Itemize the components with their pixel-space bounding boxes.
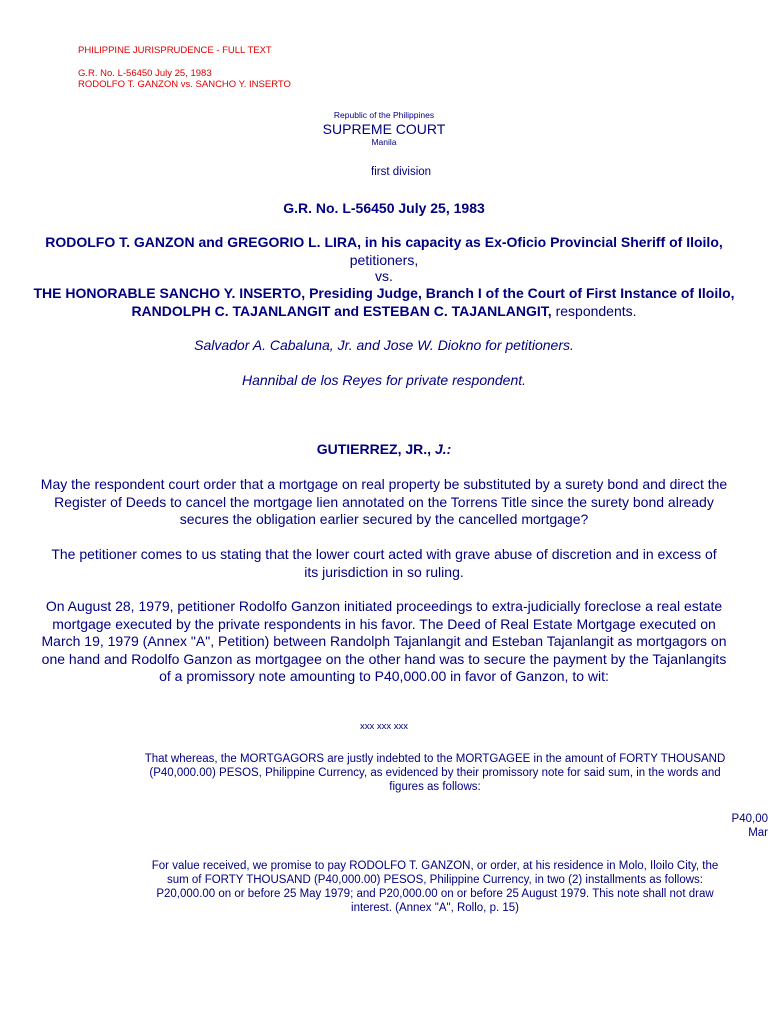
author-title: J.:	[431, 441, 452, 457]
quote-mortgage: That whereas, the MORTGAGORS are justly indebted to the MORTGAGEE in the amount of FORTY THOUSAND (P40,000.00) PESOS, Philippine Currency, as evidenced by their promissory note for said sum, in the words and figures as follows:	[144, 753, 726, 793]
court-name: SUPREME COURT	[322, 121, 446, 137]
respondents-names: THE HONORABLE SANCHO Y. INSERTO, Presiding Judge, Branch I of the Court of First Instance of Iloilo, RANDOLPH C. TAJANLANGIT and ESTEBAN C. TAJANLANGIT,	[33, 285, 735, 319]
opinion-author	[0, 441, 768, 459]
quote-promissory-note: For value received, we promise to pay RODOLFO T. GANZON, or order, at his residence in Molo, Iloilo City, the sum of FORTY THOUSAND (P40,000.00) PESOS, Philippine Currency, in two (2) installments as follows: P20,000.00 on or before 25 May 1979; and P20,000.00 on or before 25 August 1979. This note shall not draw interest. (Annex "A", Rollo, p. 15)	[151, 860, 719, 914]
court-city: Manila	[371, 137, 397, 147]
paragraph-3: On August 28, 1979, petitioner Rodolfo Ganzon initiated proceedings to extra-judicially foreclose a real estate mortgage executed by the private respondents in his favor. The Deed of Real Estate Mortgage executed on March 19, 1979 (Annex "A", Petition) between Randolph Tajanlangit and Esteban Tajanlangit as mortgagors on one hand and Rodolfo Ganzon as mortgagee on the other hand was to secure the payment by the Tajanlangits of a promissory note amounting to P40,000.00 in favor of Ganzon, to wit:	[41, 598, 727, 684]
republic-line: Republic of the Philippines	[333, 110, 435, 120]
counsel-respondent: Hannibal de los Reyes for private respondent.	[241, 372, 527, 388]
petitioners-block	[40, 234, 728, 269]
respondents-block	[20, 285, 748, 320]
paragraph-2: The petitioner comes to us stating that the lower court acted with grave abuse of discretion and in excess of its jurisdiction in so ruling.	[51, 546, 717, 580]
author-name: GUTIERREZ, JR.,	[316, 441, 432, 457]
note-date: Mar	[748, 827, 768, 839]
counsel-petitioners: Salvador A. Cabaluna, Jr. and Jose W. Diokno for petitioners.	[194, 337, 574, 353]
ellipsis-line: xxx xxx xxx	[359, 721, 409, 732]
petitioners-role: petitioners,	[349, 251, 419, 268]
case-number-title: G.R. No. L-56450 July 25, 1983	[283, 200, 485, 216]
versus-line: vs.	[375, 268, 393, 284]
paragraph-1: May the respondent court order that a mortgage on real property be substituted by a surety bond and direct the Register of Deeds to cancel the mortgage lien annotated on the Torrens Title since the surety bond already secures the obligation earlier secured by the cancelled mortgage?	[40, 476, 728, 527]
parties-header: RODOLFO T. GANZON vs. SANCHO Y. INSERTO	[78, 79, 291, 90]
note-amount: P40,00	[731, 813, 768, 825]
division-line: first division	[371, 166, 432, 178]
petitioners-names: RODOLFO T. GANZON and GREGORIO L. LIRA, in his capacity as Ex-Oficio Provincial Sheriff of Iloilo,	[45, 234, 723, 250]
source-header: PHILIPPINE JURISPRUDENCE - FULL TEXT	[78, 45, 272, 56]
respondents-role: respondents.	[551, 302, 637, 319]
case-number-header: G.R. No. L-56450 July 25, 1983	[78, 68, 212, 79]
